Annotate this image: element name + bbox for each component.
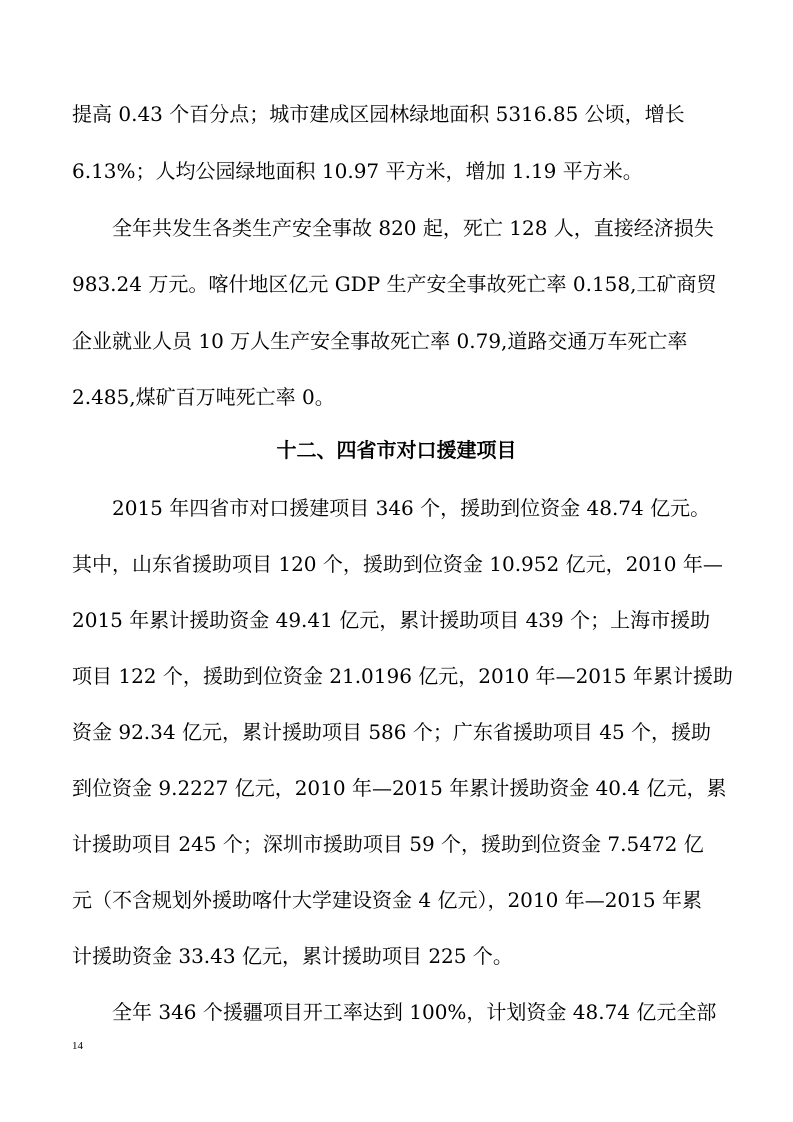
text-line: 元（不含规划外援助喀什大学建设资金 4 亿元），2010 年—2015 年累: [72, 888, 702, 912]
text-line: 6.13%；人均公园绿地面积 10.97 平方米，增加 1.19 平方米。: [72, 159, 643, 183]
text-line: 2.485,煤矿百万吨死亡率 0。: [72, 385, 335, 409]
text-line: 提高 0.43 个百分点；城市建成区园林绿地面积 5316.85 公顷，增长: [72, 102, 685, 126]
text-line: 2015 年累计援助资金 49.41 亿元，累计援助项目 439 个；上海市援助: [72, 608, 711, 632]
text-line: 企业就业人员 10 万人生产安全事故死亡率 0.79,道路交通万车死亡率: [72, 329, 688, 353]
text-line: 全年共发生各类生产安全事故 820 起，死亡 128 人，直接经济损失: [112, 216, 714, 240]
text-line: 全年 346 个援疆项目开工率达到 100%，计划资金 48.74 亿元全部: [112, 1000, 717, 1024]
text-line: 到位资金 9.2227 亿元，2010 年—2015 年累计援助资金 40.4 亿元，累: [72, 776, 727, 800]
text-line: 计援助项目 245 个；深圳市援助项目 59 个，援助到位资金 7.5472 亿: [72, 832, 704, 856]
text-line: 资金 92.34 亿元，累计援助项目 586 个；广东省援助项目 45 个，援助: [72, 720, 712, 744]
text-line: 项目 122 个，援助到位资金 21.0196 亿元，2010 年—2015 年累计援助: [72, 664, 733, 688]
section-heading: 十二、四省市对口援建项目: [276, 438, 517, 462]
text-line: 2015 年四省市对口援建项目 346 个，援助到位资金 48.74 亿元。: [112, 496, 711, 520]
text-line: 983.24 万元。喀什地区亿元 GDP 生产安全事故死亡率 0.158,工矿商贸: [72, 272, 717, 296]
text-line: 其中，山东省援助项目 120 个，援助到位资金 10.952 亿元，2010 年—: [72, 552, 723, 576]
text-line: 计援助资金 33.43 亿元，累计援助项目 225 个。: [72, 944, 513, 968]
page-number: 14: [72, 1040, 83, 1052]
